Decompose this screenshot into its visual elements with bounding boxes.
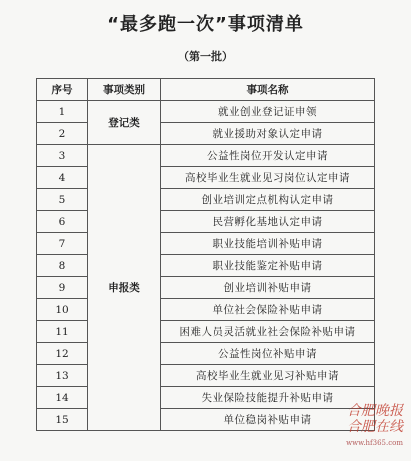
row-name: 职业技能培训补贴申请 xyxy=(161,233,375,255)
table-row xyxy=(37,409,375,431)
table-row xyxy=(37,365,375,387)
items-table xyxy=(36,78,375,431)
row-no: 5 xyxy=(37,189,88,211)
row-name: 就业创业登记证申领 xyxy=(161,101,375,123)
watermark-line1: 合肥晚报 xyxy=(347,403,403,419)
row-name: 民营孵化基地认定申请 xyxy=(161,211,375,233)
row-name: 失业保险技能提升补贴申请 xyxy=(161,387,375,409)
row-name: 创业培训定点机构认定申请 xyxy=(161,189,375,211)
row-no: 11 xyxy=(37,321,88,343)
row-no: 3 xyxy=(37,145,88,167)
category-cell-apply: 申报类 xyxy=(88,145,161,431)
header-category: 事项类别 xyxy=(88,79,161,101)
watermark-line2: 合肥在线 xyxy=(347,419,403,435)
header-no: 序号 xyxy=(37,79,88,101)
row-no: 1 xyxy=(37,101,88,123)
row-no: 10 xyxy=(37,299,88,321)
table-row xyxy=(37,255,375,277)
table-header-row xyxy=(37,79,375,101)
row-name: 公益性岗位开发认定申请 xyxy=(161,145,375,167)
table-row xyxy=(37,387,375,409)
document-title: “最多跑一次”事项清单 xyxy=(107,14,304,35)
row-no: 15 xyxy=(37,409,88,431)
row-name: 单位稳岗补贴申请 xyxy=(161,409,375,431)
row-name: 单位社会保险补贴申请 xyxy=(161,299,375,321)
row-no: 6 xyxy=(37,211,88,233)
row-no: 14 xyxy=(37,387,88,409)
document-subtitle: （第一批） xyxy=(178,50,233,63)
row-name: 高校毕业生就业见习岗位认定申请 xyxy=(161,167,375,189)
table-row xyxy=(37,299,375,321)
row-no: 13 xyxy=(37,365,88,387)
row-name: 职业技能鉴定补贴申请 xyxy=(161,255,375,277)
row-name: 困难人员灵活就业社会保险补贴申请 xyxy=(161,321,375,343)
table-row xyxy=(37,233,375,255)
row-name: 公益性岗位补贴申请 xyxy=(161,343,375,365)
watermark-url: www.hf365.com xyxy=(346,439,403,447)
category-cell-register: 登记类 xyxy=(88,101,161,145)
row-name: 就业援助对象认定申请 xyxy=(161,123,375,145)
table-row xyxy=(37,123,375,145)
row-no: 2 xyxy=(37,123,88,145)
row-no: 8 xyxy=(37,255,88,277)
row-name: 创业培训补贴申请 xyxy=(161,277,375,299)
table-row xyxy=(37,145,375,167)
table-row xyxy=(37,277,375,299)
header-name: 事项名称 xyxy=(161,79,375,101)
row-no: 4 xyxy=(37,167,88,189)
table-row xyxy=(37,167,375,189)
row-no: 7 xyxy=(37,233,88,255)
table-row xyxy=(37,321,375,343)
table-row xyxy=(37,101,375,123)
table-row xyxy=(37,343,375,365)
table-row xyxy=(37,211,375,233)
row-name: 高校毕业生就业见习补贴申请 xyxy=(161,365,375,387)
row-no: 9 xyxy=(37,277,88,299)
table-row xyxy=(37,189,375,211)
row-no: 12 xyxy=(37,343,88,365)
watermark-logo xyxy=(346,403,403,451)
